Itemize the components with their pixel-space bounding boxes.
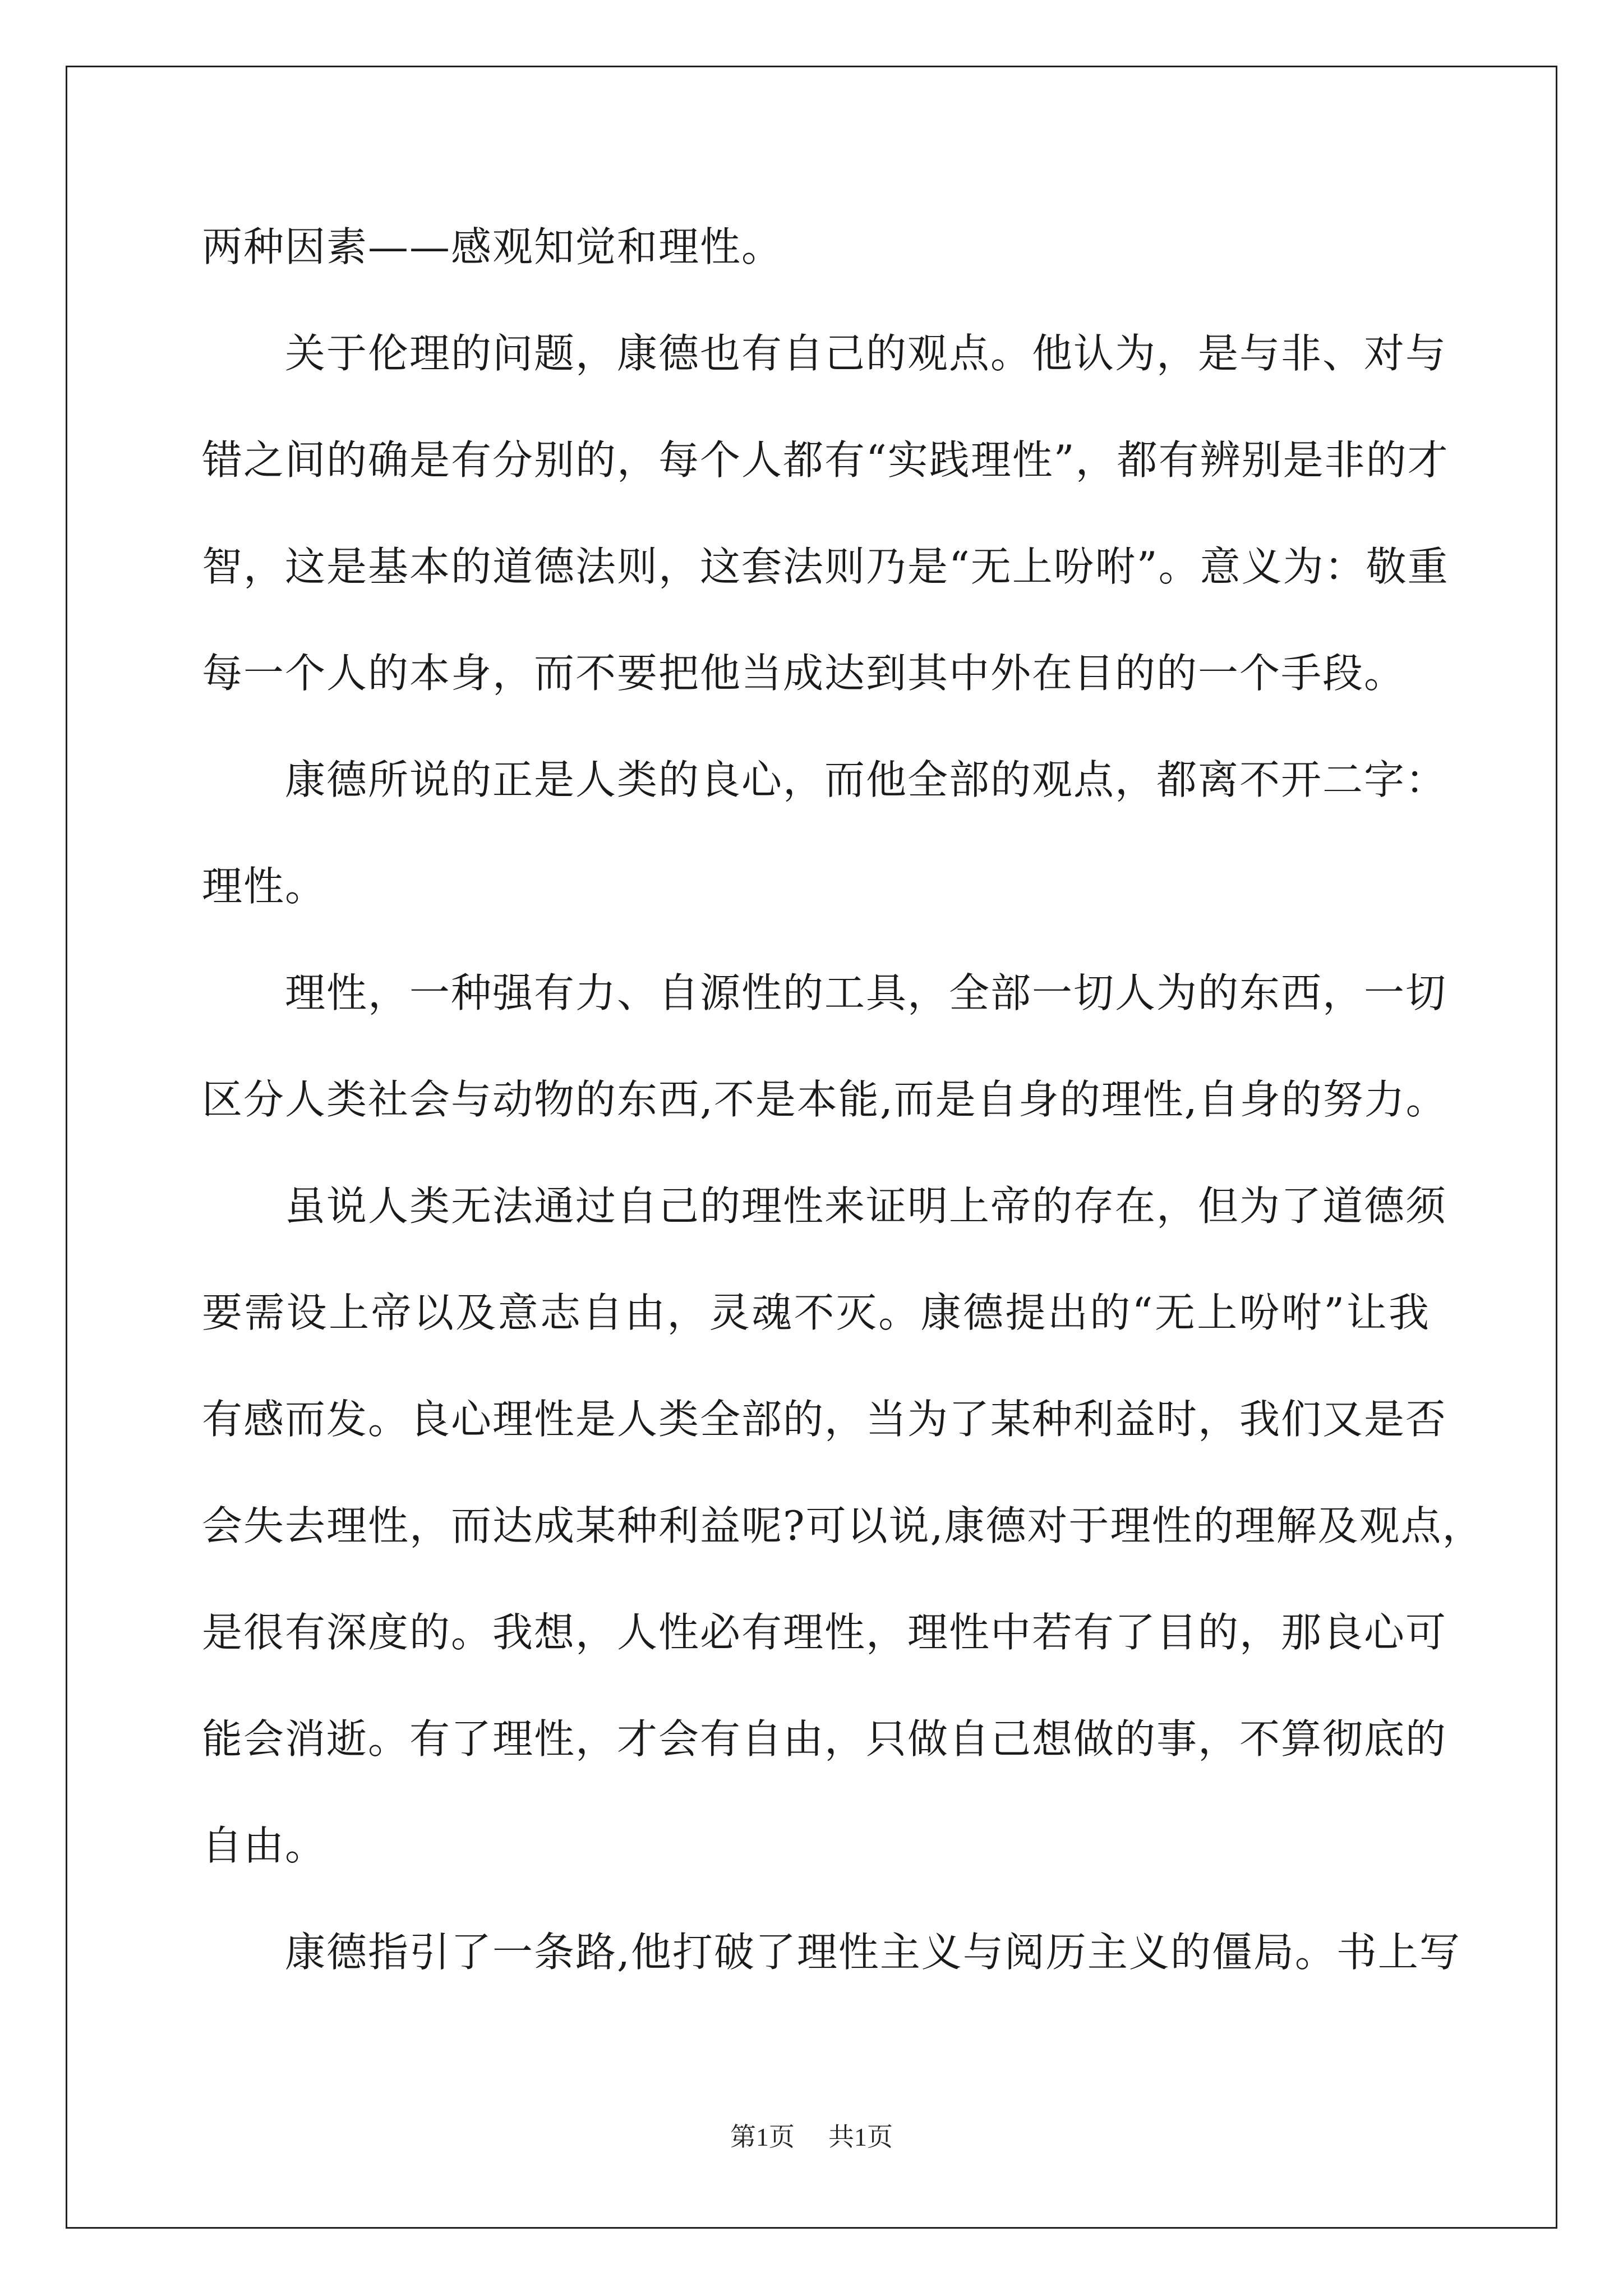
paragraph-line: 要需设上帝以及意志自由，灵魂不灭。康德提出的“无上吩咐”让我	[202, 1289, 1430, 1336]
page-border	[66, 66, 1557, 2229]
paragraph-line: 错之间的确是有分别的，每个人都有“实践理性”，都有辨别是非的才	[202, 436, 1449, 484]
paragraph-line: 康德所说的正是人类的良心，而他全部的观点，都离不开二字：	[285, 756, 1447, 803]
paragraph-line: 能会消逝。有了理性，才会有自由，只做自己想做的事，不算彻底的	[202, 1715, 1447, 1763]
paragraph-line: 康德指引了一条路,他打破了理性主义与阅历主义的僵局。书上写	[285, 1929, 1461, 1976]
paragraph-line: 会失去理性，而达成某种利益呢?可以说,康德对于理性的理解及观点，	[202, 1502, 1484, 1549]
paragraph-line: 区分人类社会与动物的东西,不是本能,而是自身的理性,自身的努力。	[202, 1076, 1447, 1123]
paragraph-line: 两种因素——感观知觉和理性。	[202, 223, 783, 270]
paragraph-line: 关于伦理的问题，康德也有自己的观点。他认为，是与非、对与	[285, 330, 1447, 377]
paragraph-line: 智，这是基本的道德法则，这套法则乃是“无上吩咐”。意义为：敬重	[202, 543, 1449, 590]
page-footer	[0, 2120, 1623, 2154]
paragraph-line: 有感而发。良心理性是人类全部的，当为了某种利益时，我们又是否	[202, 1396, 1447, 1443]
paragraph-line: 自由。	[202, 1822, 327, 1869]
paragraph-line: 是很有深度的。我想，人性必有理性，理性中若有了目的，那良心可	[202, 1609, 1447, 1656]
paragraph-line: 理性，一种强有力、自源性的工具，全部一切人为的东西，一切	[285, 969, 1447, 1016]
paragraph-line: 理性。	[202, 863, 327, 910]
page-total: 共1页	[828, 2123, 893, 2151]
page-number: 第1页	[730, 2123, 795, 2151]
paragraph-line: 虽说人类无法通过自己的理性来证明上帝的存在，但为了道德须	[285, 1182, 1447, 1230]
paragraph-line: 每一个人的本身，而不要把他当成达到其中外在目的的一个手段。	[202, 650, 1406, 697]
